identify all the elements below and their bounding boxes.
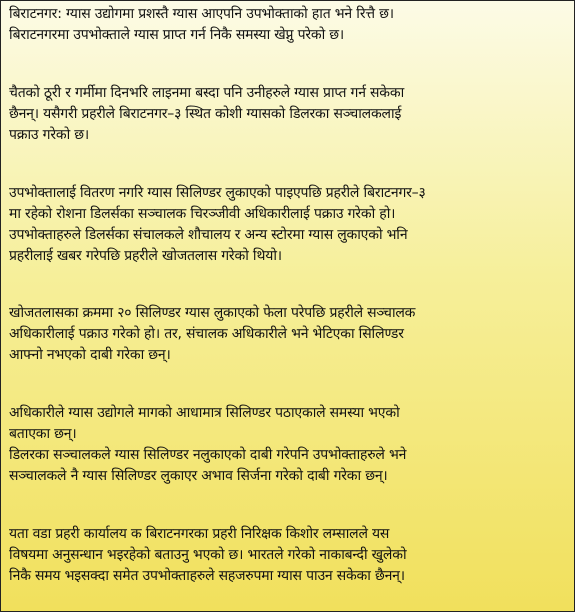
- text-line: उपभोक्तालाई वितरण नगरि ग्यास सिलिण्डर लुकाएको पाइएपछि प्रहरीले बिराटनगर–३: [9, 185, 426, 201]
- text-line: यता वडा प्रहरी कार्यालय क बिराटनगरका प्रहरी निरिक्षक किशोर लम्सालले यस: [9, 526, 390, 542]
- text-line: विषयमा अनुसन्धान भइरहेको बताउनु भएको छ। भारतले गरेको नाकाबन्दी खुलेको: [9, 547, 407, 563]
- text-line: डिलरका सञ्चालकले ग्यास सिलिण्डर नलुकाएको दाबी गरेपनि उपभोक्ताहरुले भने: [9, 447, 407, 463]
- paragraph-6: [9, 524, 564, 587]
- text-line: अधिकारीले ग्यास उद्योगले मागको आधामात्र सिलिण्डर पठाएकाले समस्या भएको: [9, 405, 400, 421]
- text-line: मा रहेको रोशना डिलर्सका सञ्चालक चिरञ्जीवी अधिकारीलाई पक्राउ गरेको हो।: [9, 206, 396, 222]
- paragraph-3: [9, 183, 564, 267]
- paragraph-4: [9, 303, 564, 366]
- text-line: खोजतलासका क्रममा २० सिलिण्डर ग्यास लुकाएको फेला परेपछि प्रहरीले सञ्चालक: [9, 305, 416, 321]
- text-line: चैतको ठूरी र गर्मीमा दिनभरि लाइनमा बस्दा पनि उनीहरुले ग्यास प्राप्त गर्न सकेका: [9, 85, 405, 101]
- text-line: बिराटनगर: ग्यास उद्योगमा प्रशस्तै ग्यास आएपनि उपभोक्ताको हात भने रित्तै छ।: [9, 6, 394, 22]
- text-line: छैनन्। यसैगरी प्रहरीले बिराटनगर–३ स्थित कोशी ग्यासको डिलरका सञ्चालकलाई: [9, 106, 402, 122]
- text-line: अधिकारीलाई पक्राउ गरेको हो। तर, संचालक अधिकारीले भने भेटिएका सिलिण्डर: [9, 326, 404, 342]
- text-line: आफ्नो नभएको दाबी गरेका छन्।: [9, 347, 171, 363]
- text-line: निकै समय भइसक्दा समेत उपभोक्ताहरुले सहजरुपमा ग्यास पाउन सकेका छैनन्।: [9, 568, 405, 584]
- paragraph-2: [9, 83, 564, 146]
- text-line: पक्राउ गरेको छ।: [9, 127, 90, 143]
- text-line: बताएका छन्।: [9, 426, 77, 442]
- paragraph-5: [9, 403, 564, 487]
- paragraph-1: [9, 4, 564, 46]
- text-line: उपभोक्ताहरुले डिलर्सका संचालकले शौचालय र अन्य स्टोरमा ग्यास लुकाएको भनि: [9, 227, 408, 243]
- text-line: सञ्चालकले नै ग्यास सिलिण्डर लुकाएर अभाव सिर्जना गरेको दाबी गरेका छन्।: [9, 468, 388, 484]
- text-line: बिराटनगरमा उपभोक्ताले ग्यास प्राप्त गर्न निकै समस्या खेप्नु परेको छ।: [9, 27, 344, 43]
- text-line: प्रहरीलाई खबर गरेपछि प्रहरीले खोजतलास गरेको थियो।: [9, 248, 282, 264]
